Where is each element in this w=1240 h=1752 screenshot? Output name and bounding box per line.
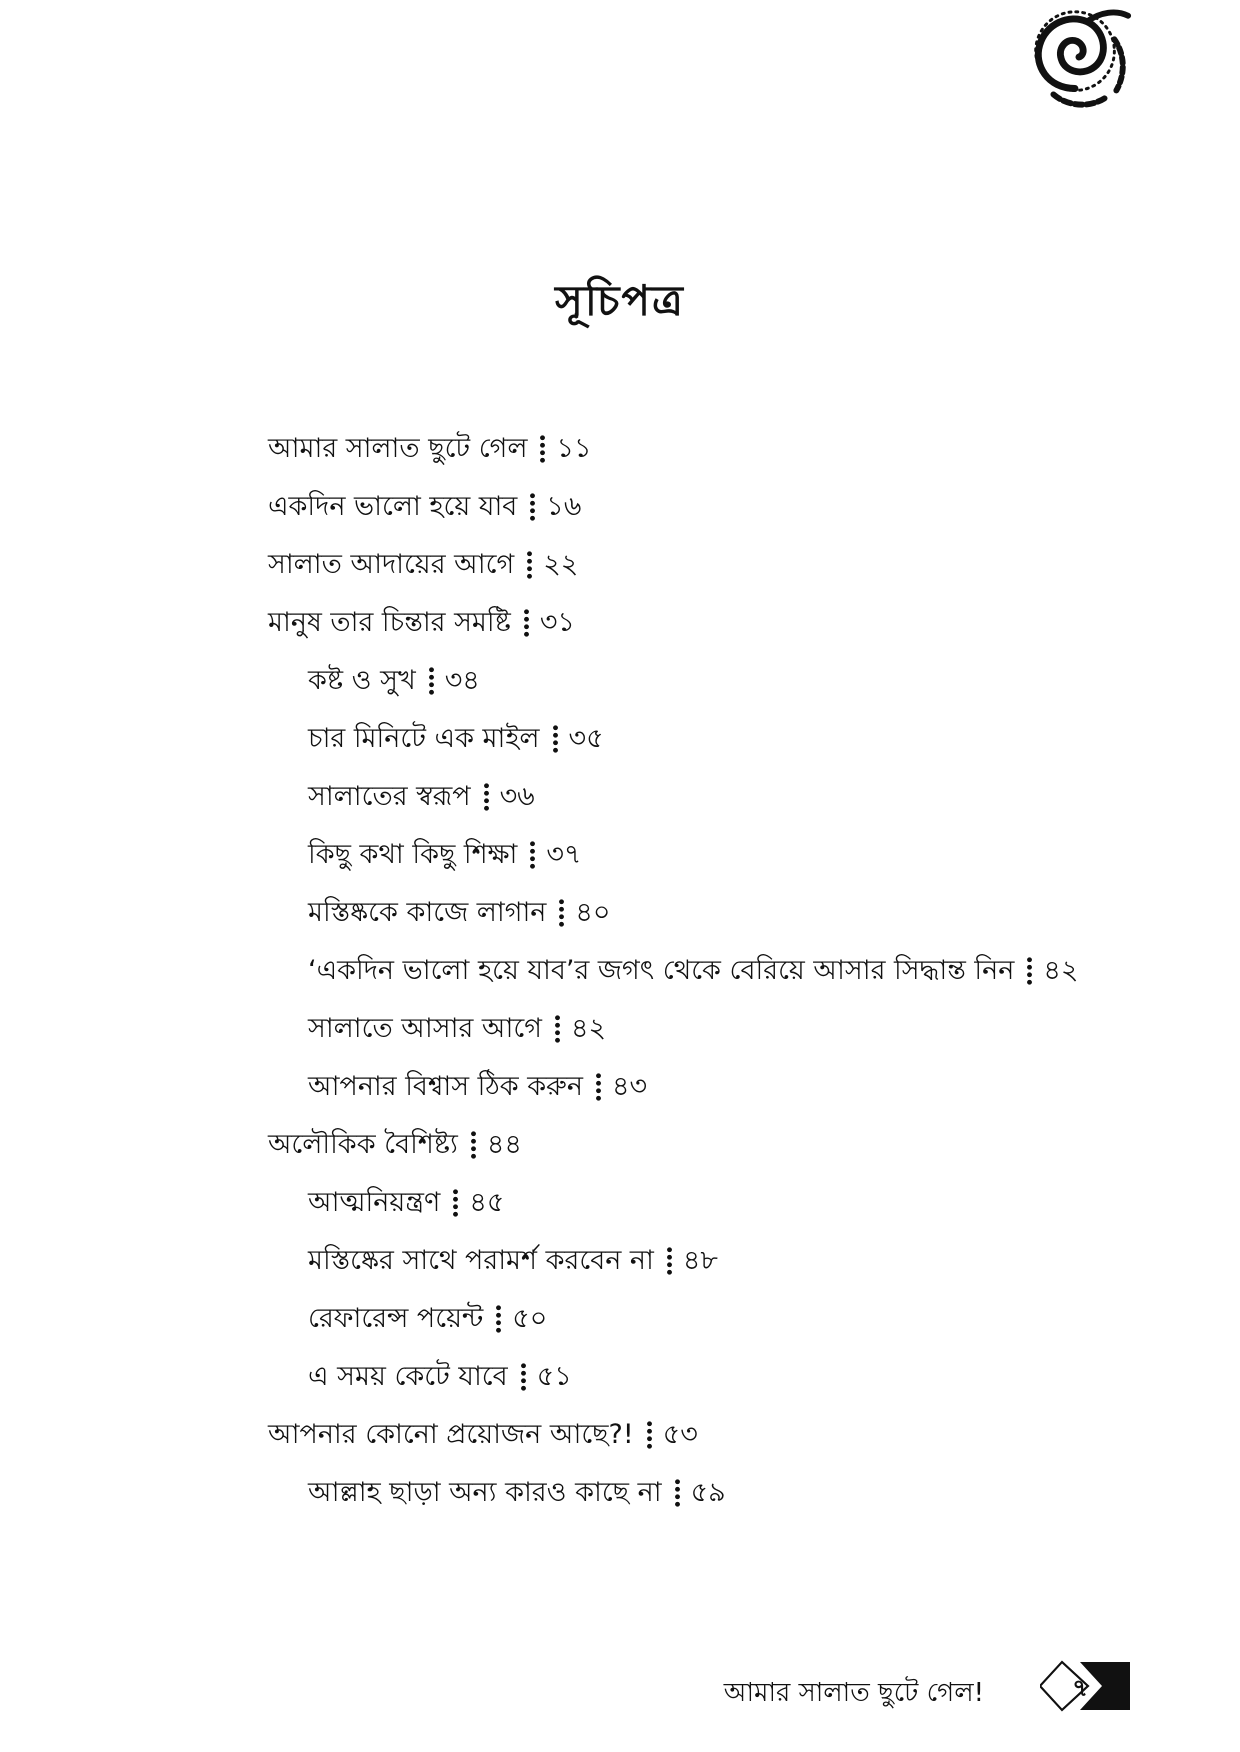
toc-entry-title: অলৌকিক বৈশিষ্ট্য [268,1129,458,1160]
toc-entry-title: মস্তিষ্ককে কাজে লাগান [308,897,547,928]
toc-entry-title: মানুষ তার চিন্তার সমষ্টি [268,607,511,638]
toc-entry [268,652,1188,710]
toc-entry-page: ৩১ [539,607,575,638]
dotted-separator-icon [452,1188,459,1218]
toc-entry [268,1058,1188,1116]
dotted-separator-icon [529,840,536,870]
toc-entry-page: ৩৬ [499,781,535,812]
toc-entry [268,1348,1188,1406]
toc-entry-title: রেফারেন্স পয়েন্ট [308,1303,484,1334]
dotted-separator-icon [428,666,435,696]
toc-entry-title: আপনার কোনো প্রয়োজন আছে?! [268,1419,634,1450]
dotted-separator-icon [554,1014,561,1044]
toc-entry-title: আপনার বিশ্বাস ঠিক করুন [308,1071,583,1102]
toc-entry-page: ৫৩ [662,1419,698,1450]
dotted-separator-icon [470,1130,477,1160]
toc-entry [268,1232,1188,1290]
dotted-separator-icon [526,550,533,580]
toc-entry-title: মস্তিষ্কের সাথে পরামর্শ করবেন না [308,1245,654,1276]
dotted-separator-icon [520,1362,527,1392]
toc-entry-page: ৫১ [536,1361,572,1392]
toc-entry-title: সালাত আদায়ের আগে [268,549,515,580]
toc-entry-title: কষ্ট ও সুখ [308,665,416,696]
toc-entry [268,594,1188,652]
toc-entry-page: ১১ [556,433,592,464]
toc-entry-title: আত্মনিয়ন্ত্রণ [308,1187,441,1218]
dotted-separator-icon [483,782,490,812]
toc-entry [268,478,1188,536]
toc-entry-title: চার মিনিটে এক মাইল [308,723,540,754]
toc-entry [268,884,1188,942]
toc-entry-page: ৩৭ [546,839,582,870]
toc-entry-page: ৪২ [570,1013,607,1044]
dotted-separator-icon [674,1478,681,1508]
toc-entry [268,710,1188,768]
toc-entry-page: ২২ [543,549,579,580]
toc-entry-title: আমার সালাত ছুটে গেল [268,433,528,464]
toc-entry-page: ৪৮ [682,1245,718,1276]
toc-entry-page: ৪৩ [611,1071,648,1102]
toc-entry [268,536,1188,594]
dotted-separator-icon [666,1246,673,1276]
toc-entry-page: ৪৫ [469,1187,505,1218]
dotted-separator-icon [558,898,565,928]
toc-entry-page: ১৬ [546,491,582,522]
toc-entry-title: একদিন ভালো হয়ে যাব [268,491,518,522]
page-footer [0,1650,1240,1730]
toc-entry-title: সালাতে আসার আগে [308,1013,542,1044]
toc-entry [268,942,1188,1000]
page-title: সূচিপত্র [555,276,685,325]
toc-entry [268,826,1188,884]
toc-entry [268,1116,1188,1174]
toc-entry [268,768,1188,826]
dotted-separator-icon [529,492,536,522]
toc-entry-page: ৪০ [575,897,611,928]
dotted-separator-icon [523,608,530,638]
table-of-contents [268,420,1188,1522]
toc-entry [268,1000,1188,1058]
page-number: ৭ [1072,1674,1088,1702]
toc-entry [268,1464,1188,1522]
running-title: আমার সালাত ছুটে গেল! [723,1678,984,1708]
toc-entry-title: কিছু কথা কিছু শিক্ষা [308,839,518,870]
toc-entry-page: ৫০ [512,1303,548,1334]
toc-entry [268,1174,1188,1232]
toc-entry [268,420,1188,478]
toc-entry-title: ‘একদিন ভালো হয়ে যাব’র জগৎ থেকে বেরিয়ে আসার সিদ্ধান্ত নিন [308,955,1015,986]
dotted-separator-icon [646,1420,653,1450]
toc-entry [268,1406,1188,1464]
swirl-ornament-icon [1018,0,1136,118]
toc-entry-page: ৪২ [1043,955,1079,986]
toc-entry [268,1290,1188,1348]
dotted-separator-icon [595,1072,602,1102]
toc-entry-page: ৪৪ [486,1129,522,1160]
toc-entry-title: সালাতের স্বরূপ [308,781,471,812]
toc-entry-title: এ সময় কেটে যাবে [308,1361,508,1392]
toc-entry-title: আল্লাহ ছাড়া অন্য কারও কাছে না [308,1477,662,1508]
dotted-separator-icon [539,434,546,464]
dotted-separator-icon [1026,956,1033,986]
dotted-separator-icon [552,724,559,754]
toc-entry-page: ৩৫ [568,723,604,754]
dotted-separator-icon [495,1304,502,1334]
toc-entry-page: ৫৯ [690,1477,726,1508]
toc-entry-page: ৩৪ [444,665,480,696]
